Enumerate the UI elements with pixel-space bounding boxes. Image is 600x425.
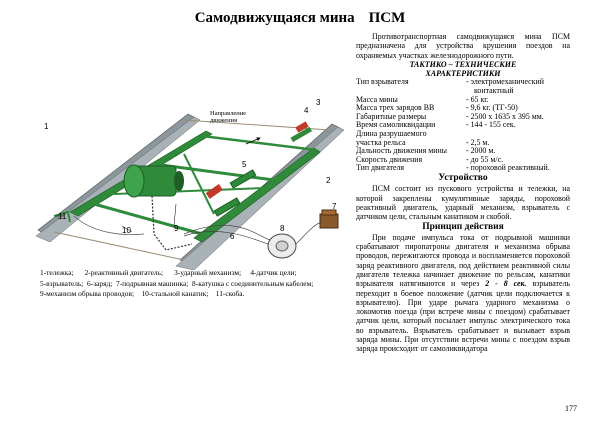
caption-item: 8-катушка с соединительным кабелем; [192,278,314,288]
direction-label [210,110,246,124]
spec-key: Дальность движения мины [356,146,447,156]
num-label-10: 10 [122,226,131,235]
mine-diagram-svg [34,84,350,270]
spec-key: Масса трех зарядов ВВ [356,103,435,113]
direction-line-2: движения [210,117,238,124]
engine-nozzle [174,171,184,191]
frame-cross [94,204,202,234]
spec-key: Масса мины [356,94,398,104]
figure-caption [40,268,358,300]
blasting-box [320,214,338,228]
spec-key: Длина разрушаемого [356,129,427,139]
num-label-6: 6 [230,232,235,241]
spec-value: - пороховой реактивный. [466,163,550,173]
caption-line-2 [40,279,358,290]
specs-table [356,78,570,173]
caption-item: 4-датчик цели; [250,268,297,277]
mine-illustration [34,84,350,270]
caption-item: 10-стальной канатик; [141,289,209,298]
text-column [356,32,570,354]
direction-line-1: Направление [210,110,247,117]
spec-key: Тип двигателя [356,163,405,173]
spec-value: - 2,5 м. [466,137,490,147]
spec-row [356,78,570,87]
principle-time: 2 - 8 сек. [485,279,527,289]
num-label-9: 9 [174,224,179,233]
caption-item: 5-взрыватель; [40,278,84,288]
caption-item: 1-тележка; [40,268,74,277]
page-number: 177 [565,404,577,413]
spec-value-cont: контактный [474,86,514,96]
spec-key-cont: участка рельса [356,137,406,147]
reel-inner [276,241,288,251]
blasting-machine [296,210,338,244]
spec-key: Время самоликвидации [356,120,436,130]
spec-value: - 2500 х 1635 х 395 мм. [466,111,544,121]
principle-paragraph [356,233,570,354]
num-label-1: 1 [44,122,49,131]
charge [230,170,256,188]
num-label-5: 5 [242,160,247,169]
caption-item: 9-механизм обрыва проводов; [40,289,135,298]
num-label-4: 4 [304,106,309,115]
spec-value: - 2000 м. [466,146,496,156]
caption-item: 3-ударный механизм; [174,268,242,277]
title-main: Самодвижущаяся мина [194,10,355,26]
fuze [206,184,223,199]
num-label-7: 7 [332,202,337,211]
spec-key: Габаритные размеры [356,111,427,121]
device-heading: Устройство [438,173,488,184]
principle-text-a: При подаче импульса тока от подрывной машинки срабатывают пиропатроны двигателя и механизма обрыва проводов, пережигаются провода и воспламеняется пороховой заряд реактивного двигателя, под действием реактивной силы двигателя тележка начинает движение по рельсам, канатики взрывателя натягиваются и через [356,232,570,289]
tth-heading-2: ХАРАКТЕРИСТИКИ [425,69,501,79]
cable-reel [268,234,296,258]
principle-heading: Принцип действия [422,221,504,232]
caption-item: 2-реактивный двигатель; [84,268,163,277]
spec-value: - 9,6 кг. (ТГ-50) [466,103,518,113]
intro-paragraph: Противотранспортная самодвижущаяся мина ПСМ предназначена для устройства крушения поездов на охраняемых участках железнодорожного пути. [356,32,570,60]
leader-line [174,204,176,226]
spec-value: - 144 - 155 сек. [466,120,516,130]
device-paragraph: ПСМ состоит из пускового устройства и тележки, на которой закреплены кумулятивные заряды, пороховой реактивный двигатель, ударный механизм, взрыватель с датчиком цели, стальным канатиком и скобой. [356,184,570,222]
spec-value: - 65 кг. [466,94,489,104]
num-label-2: 2 [326,176,331,185]
caption-line-1 [40,268,358,279]
blast-wire [296,222,322,244]
caption-item: 11-скоба. [215,289,245,298]
reactive-engine [124,165,184,197]
caption-item: 6-заряд; [87,278,113,288]
steel-wire [74,216,144,235]
title-code: ПСМ [368,10,406,26]
spec-value: - до 55 м/с. [466,154,504,164]
tth-heading-1: ТАКТИКО – ТЕХНИЧЕСКИЕ [409,59,517,69]
engine-cap [124,165,144,197]
spec-value: - электромеханический [466,77,544,87]
rail-right-base [176,127,344,270]
num-label-11: 11 [58,212,67,221]
spec-row [356,164,570,173]
caption-item: 7-подрывная машинка; [116,278,189,288]
brace [184,154,214,214]
spec-key: Скорость движения [356,154,423,164]
num-label-8: 8 [280,224,285,233]
page-title [0,10,600,27]
num-label-3: 3 [316,98,321,107]
sleeper [54,232,184,260]
principle-text-b: взрыватель переходит в боевое положение (датчик цели подключается к взрывателю). При ударе рычага ударного механизма о локомотив поезда (при встрече мины с поездом) срабатывает датчик цели, который посылает импульс электрического тока во взрыватель. Взрыватель срабатывает и вызывает взрыв заряда мины. При отсутствии встречи мины с поездом взрыв заряда происходит от самоликвидатора [356,279,570,354]
caption-line-3 [40,289,358,300]
spec-key: Тип взрывателя [356,77,409,87]
